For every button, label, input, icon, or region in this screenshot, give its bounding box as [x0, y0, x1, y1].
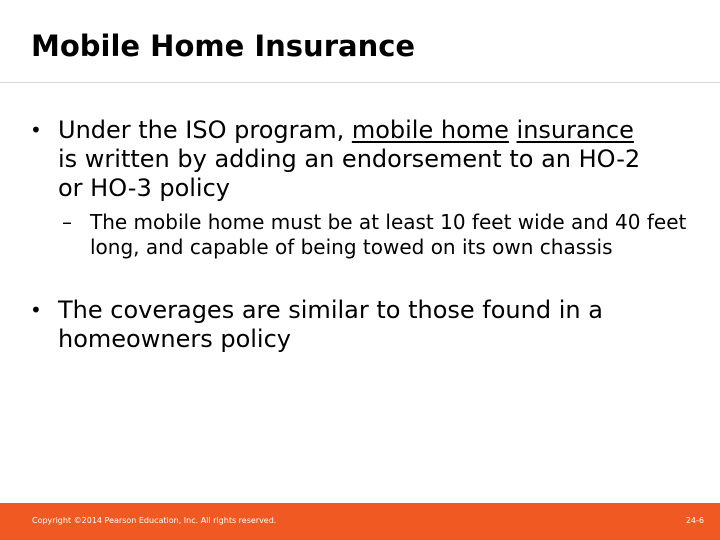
- title-divider: [0, 82, 720, 83]
- bullet-2-marker: •: [30, 298, 42, 322]
- term-insurance: insurance: [516, 116, 634, 144]
- bullet-2: [30, 296, 710, 358]
- term-mobile-home: mobile home: [351, 116, 509, 144]
- bullet-1: [30, 116, 680, 206]
- slide-title: Mobile Home Insurance: [31, 29, 416, 63]
- bullet-2-text: The coverages are similar to those found in a homeowners policy: [58, 296, 603, 353]
- bullet-1-suffix: is written by adding an endorsement to an HO-2 or HO-3 policy: [58, 145, 641, 202]
- bullet-1-prefix: Under the ISO program,: [58, 116, 352, 144]
- sub-bullet-1: [62, 210, 702, 285]
- bullet-1-marker: •: [30, 118, 42, 142]
- footer-page-number: 24-6: [685, 516, 704, 525]
- bullet-1-text: [58, 116, 658, 203]
- footer-bar: [0, 503, 720, 540]
- sub-bullet-1-text: The mobile home must be at least 10 feet wide and 40 feet long, and capable of being towed on its own chassis: [90, 210, 687, 259]
- footer-copyright: Copyright ©2014 Pearson Education, Inc. All rights reserved.: [32, 516, 277, 525]
- sub-bullet-1-marker: –: [62, 210, 72, 234]
